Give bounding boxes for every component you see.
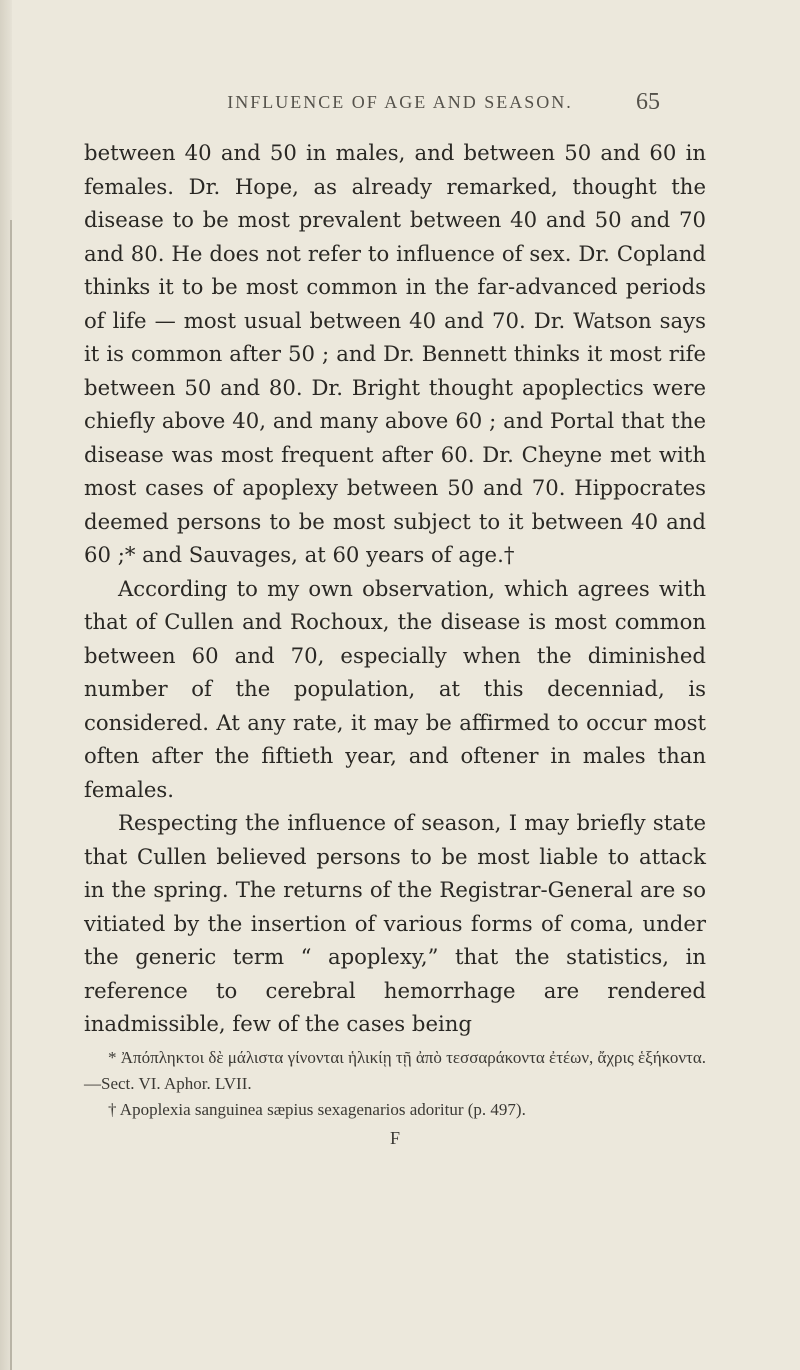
footnote-hippocrates: * Ἀπόπληκτοι δὲ μάλιστα γίνονται ἡλικίῃ τῇ ἀπὸ τεσσαράκοντα ἐτέων, ἄχρις ἑξήκοντα.—Sect. VI. Aphor. LVII. [84,1048,707,1093]
page-header [0,89,800,122]
footnotes [84,1045,706,1151]
body-text [84,136,706,1041]
running-head: INFLUENCE OF AGE AND SEASON. [227,92,573,112]
signature-mark: F [389,1128,400,1148]
binding-edge [10,220,12,1370]
footnote-sauvages: † Apoplexia sanguinea sæpius sexagenarios adoritur (p. 497). [108,1100,526,1119]
paragraph-continuation: between 40 and 50 in males, and between 50 and 60 in females. Dr. Hope, as already remarked, thought the disease to be most prevalent between 40 and 50 and 70 and 80. He does not refer to influence of sex. Dr. Copland thinks it to be most common in the far-advanced periods of life — most usual between 40 and 70. Dr. Watson says it is common after 50 ; and Dr. Bennett thinks it most rife between 50 and 80. Dr. Bright thought apoplectics were chiefly above 40, and many above 60 ; and Portal that the disease was most frequent after 60. Dr. Cheyne met with most cases of apoplexy between 50 and 70. Hippocrates deemed persons to be most subject to it between 40 and 60 ;* and Sauvages, at 60 years of age.† [84,140,706,567]
page-number: 65 [636,89,660,115]
paragraph-season: Respecting the influence of season, I may briefly state that Cullen believed persons to be most liable to attack in the spring. The returns of the Registrar-General are so vitiated by the insertion of various forms of coma, under the generic term “ apoplexy,” that the statistics, in reference to cerebral hemorrhage are rendered inadmissible, few of the cases being [84,810,706,1036]
paragraph-age-observation: According to my own observation, which agrees with that of Cullen and Rochoux, the disease is most common between 60 and 70, especially when the diminished number of the population, at this decenniad, is considered. At any rate, it may be affirmed to occur most often after the fiftieth year, and oftener in males than females. [84,575,706,802]
